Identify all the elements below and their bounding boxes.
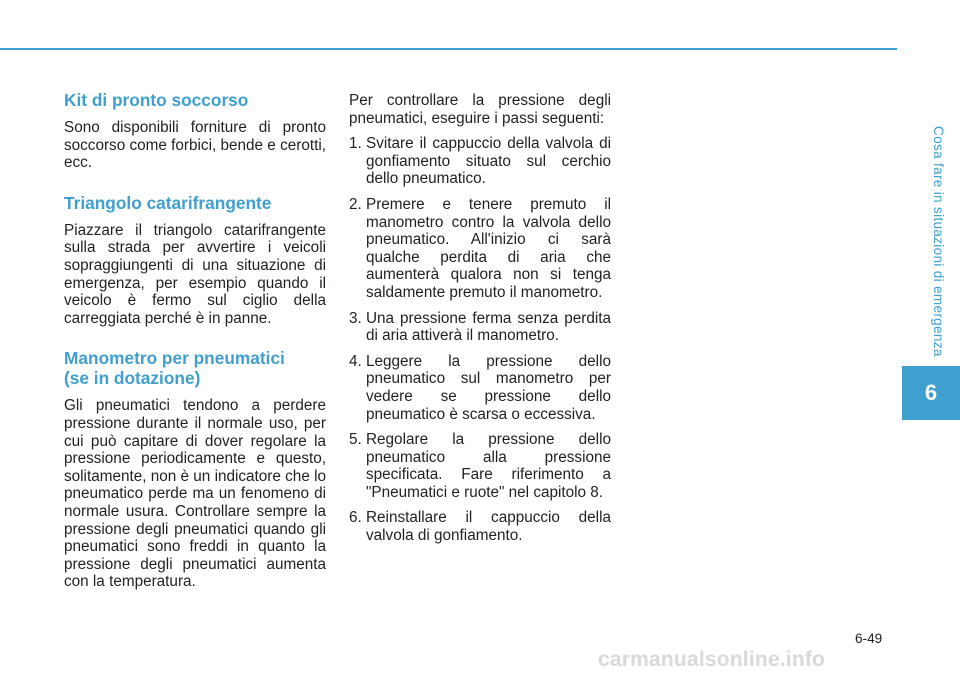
step-number: 6.	[349, 509, 362, 527]
watermark: carmanualsonline.info	[598, 648, 826, 671]
step-text: Una pressione ferma senza perdita di aria attiverà il manometro.	[366, 309, 611, 345]
tire-gauge-heading-line1: Manometro per pneumatici	[64, 348, 285, 369]
tire-gauge-heading-line2: (se in dotazione)	[64, 368, 201, 389]
procedure-step	[349, 509, 611, 544]
step-number: 3.	[349, 309, 362, 327]
step-number: 1.	[349, 135, 362, 153]
step-number: 2.	[349, 195, 362, 213]
chapter-side-title: Cosa fare in situazioni di emergenza	[931, 126, 946, 357]
procedure-step	[349, 310, 611, 345]
right-column	[349, 92, 611, 553]
step-number: 5.	[349, 431, 362, 449]
section-warning-triangle	[64, 193, 326, 328]
procedure-intro: Per controllare la pressione degli pneumatici, eseguire i passi seguenti:	[349, 92, 611, 127]
step-text: Svitare il cappuccio della valvola di gonfiamento situato sul cerchio dello pneumatico.	[366, 135, 611, 188]
procedure-step	[349, 353, 611, 423]
warning-triangle-text: Piazzare il triangolo catarifrangente sulla strada per avvertire i veicoli sopraggiungenti di una situazione di emergenza, per esempio quando il veicolo è fermo sul ciglio della carreggiata perché è in panne.	[64, 221, 326, 327]
step-text: Reinstallare il cappuccio della valvola di gonfiamento.	[366, 509, 611, 545]
section-first-aid-kit	[64, 90, 326, 172]
step-text: Leggere la pressione dello pneumatico sul manometro per vedere se pressione dello pneumatico è scarsa o eccessiva.	[366, 352, 611, 423]
first-aid-kit-text: Sono disponibili forniture di pronto soccorso come forbici, bende e cerotti, ecc.	[64, 119, 326, 172]
procedure-step	[349, 135, 611, 188]
page-number: 6-49	[855, 631, 883, 646]
first-aid-kit-heading: Kit di pronto soccorso	[64, 90, 249, 110]
chapter-tab: 6	[902, 366, 960, 420]
left-column	[64, 90, 326, 612]
tire-gauge-text: Gli pneumatici tendono a perdere pressione durante il normale uso, per cui può capitare di dover regolare la pressione periodicamente e questo, solitamente, non è un indicatore che lo pneumatico perde ma un fenomeno di normale usura. Controllare sempre la pressione degli pneumatici quando gli pneumatici sono freddi in quanto la pressione degli pneumatici aumenta con la temperatura.	[64, 397, 326, 591]
procedure-steps	[349, 135, 611, 544]
header-rule	[0, 48, 897, 50]
procedure-step	[349, 431, 611, 501]
step-number: 4.	[349, 352, 362, 370]
tire-gauge-heading	[64, 348, 326, 388]
procedure-step	[349, 196, 611, 302]
section-tire-gauge	[64, 348, 326, 591]
warning-triangle-heading: Triangolo catarifrangente	[64, 192, 272, 213]
step-text: Premere e tenere premuto il manometro contro la valvola dello pneumatico. All'inizio ci sarà qualche perdita di aria che aumenterà qualora non si tenga saldamente premuto il manometro.	[366, 195, 611, 301]
step-text: Regolare la pressione dello pneumatico alla pressione specificata. Fare riferimento a "Pneumatici e ruote" nel capitolo 8.	[366, 431, 611, 501]
